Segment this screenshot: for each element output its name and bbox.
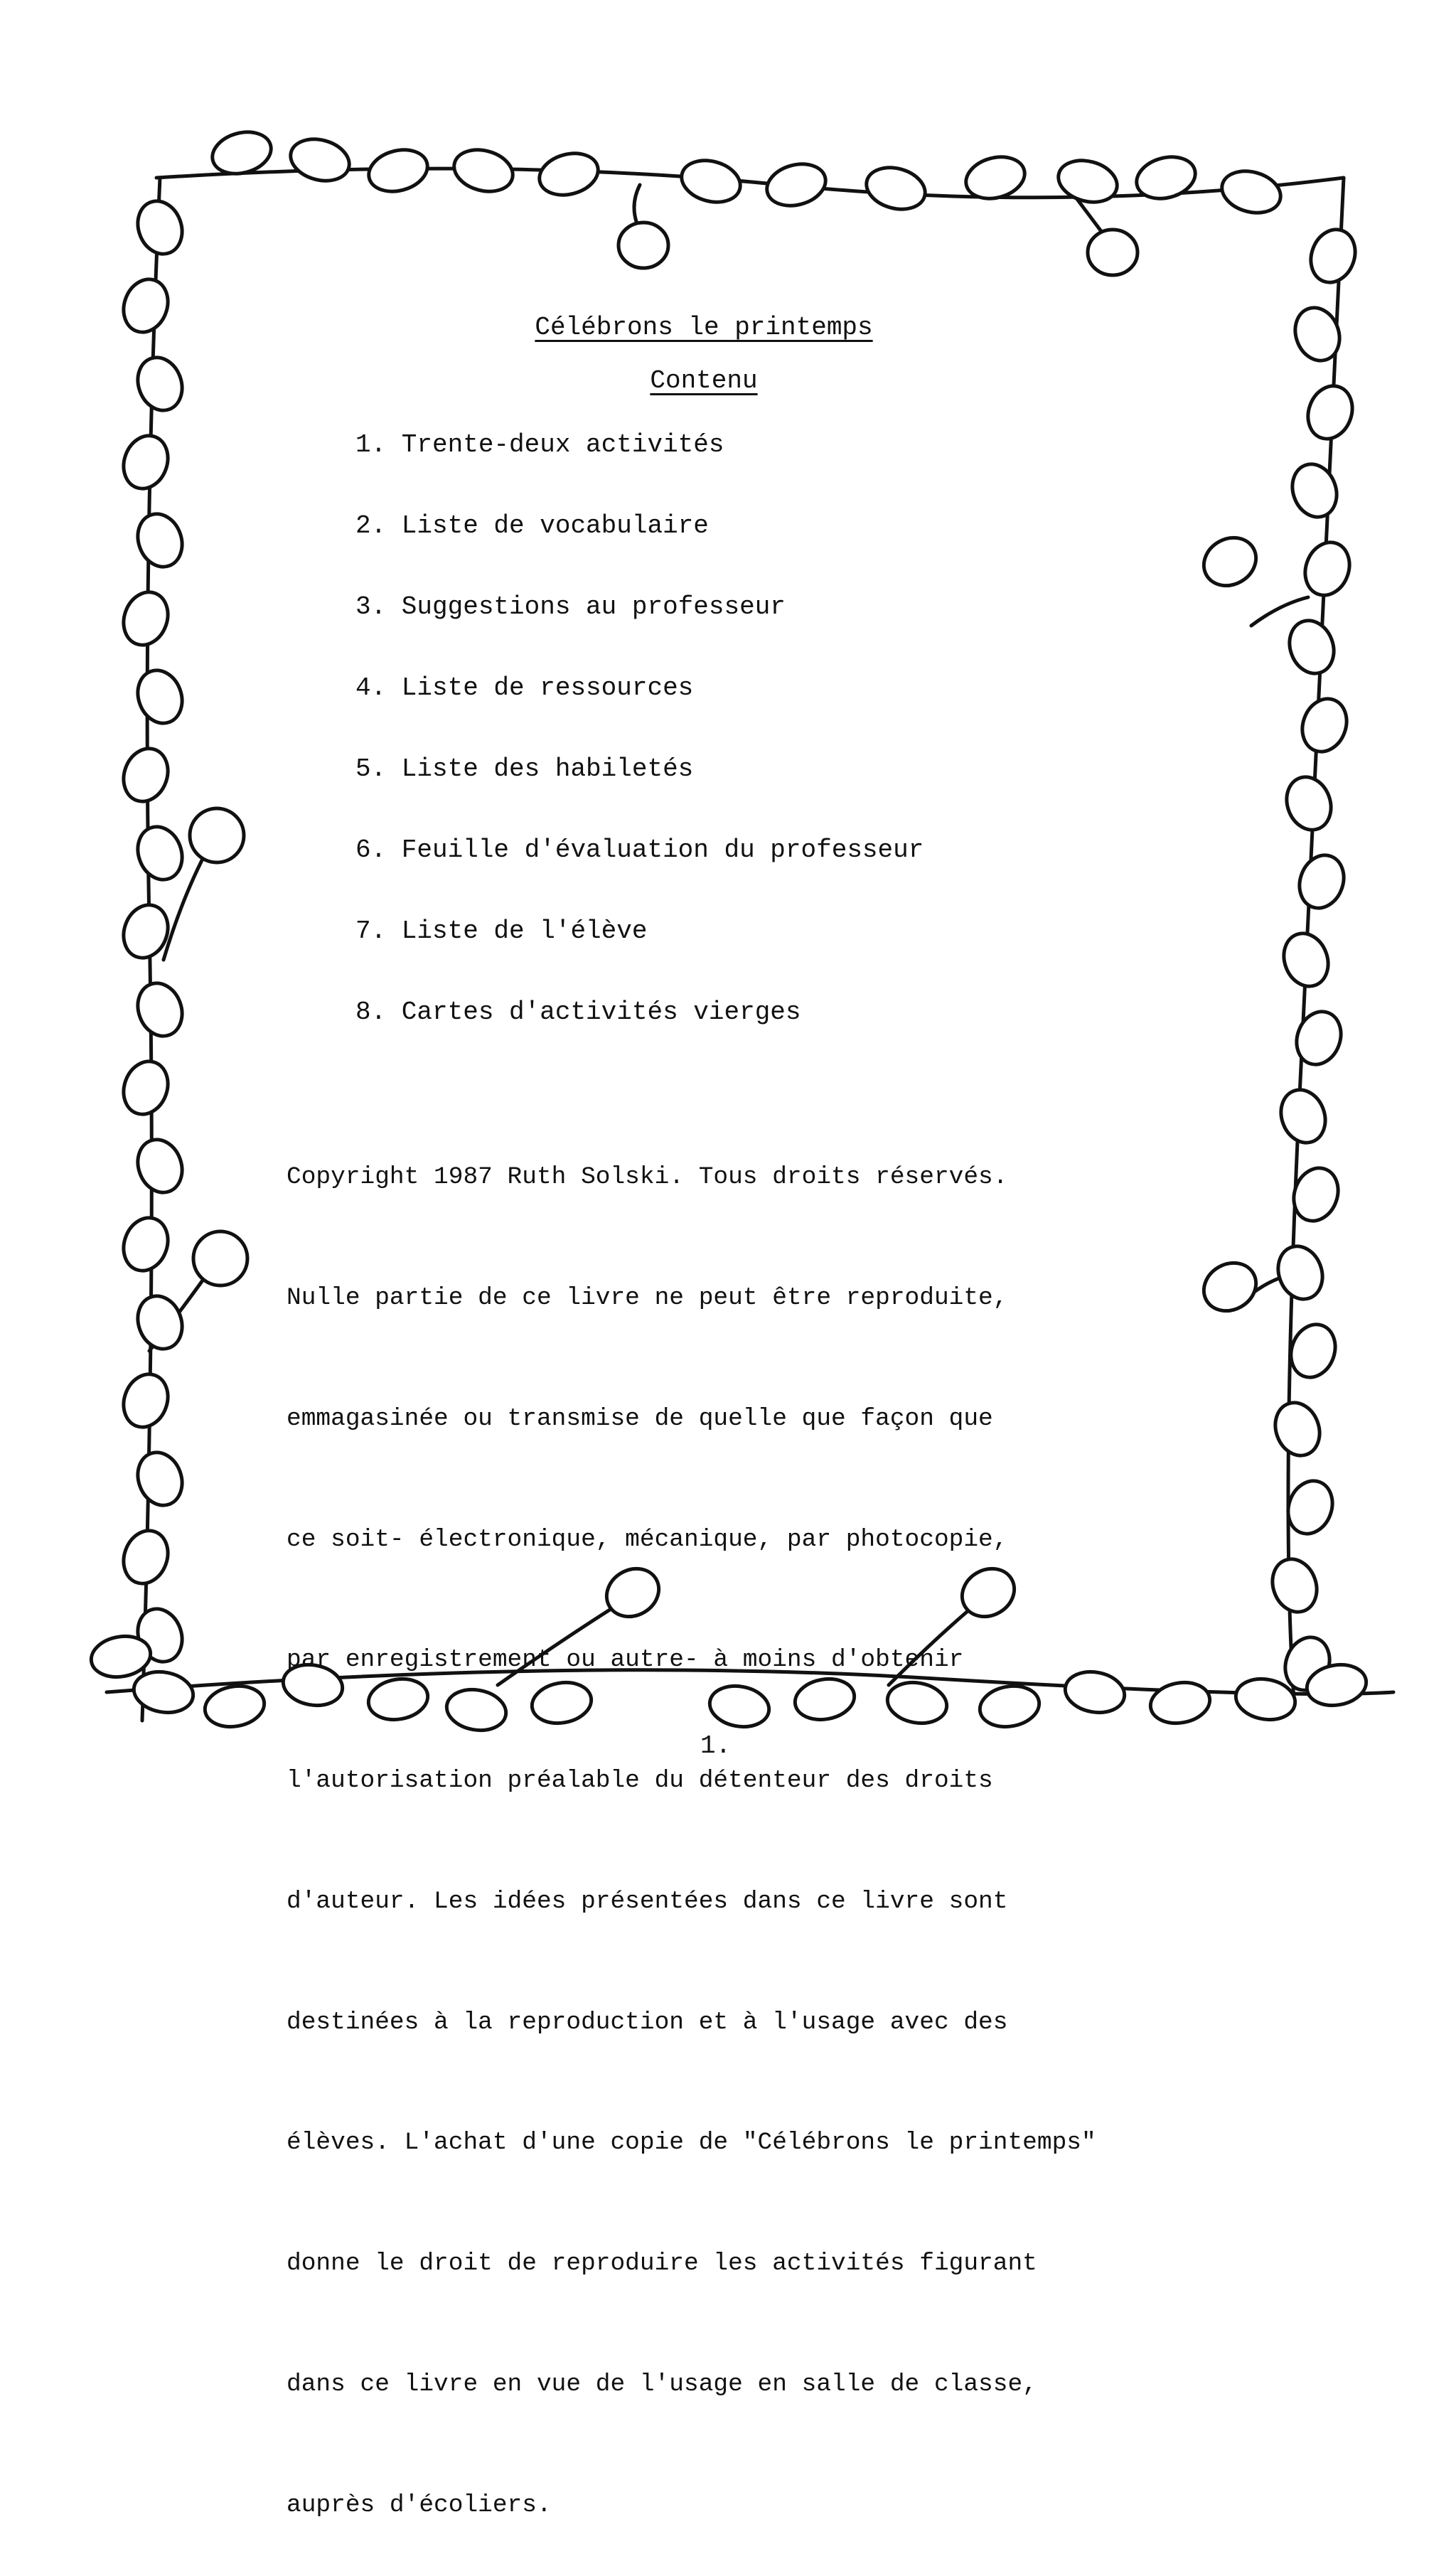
willow-bud-icon: [364, 144, 432, 198]
willow-bud-icon: [449, 144, 518, 198]
willow-bud-icon: [131, 664, 189, 729]
contents-item: 1. Trente-deux activités: [355, 430, 724, 459]
willow-bud-icon: [1298, 536, 1356, 602]
willow-bud-icon: [131, 351, 189, 417]
willow-bud-icon: [1274, 1084, 1332, 1149]
willow-bud-icon: [1292, 849, 1351, 914]
willow-bud-icon: [1217, 165, 1285, 219]
willow-bud-icon: [1304, 223, 1362, 289]
willow-bud-icon: [619, 223, 668, 268]
willow-bud-icon: [1290, 1005, 1348, 1071]
willow-bud-icon: [1195, 528, 1265, 594]
copyright-line: par enregistrement ou autre- à moins d'obtenir: [287, 1646, 964, 1674]
contents-item: 4. Liste de ressources: [355, 673, 694, 702]
copyright-line: ce soit- électronique, mécanique, par photocopie,: [287, 1525, 1008, 1554]
willow-bud-icon: [131, 195, 189, 260]
willow-bud-icon: [117, 1524, 175, 1590]
willow-bud-icon: [117, 1055, 175, 1121]
willow-bud-icon: [131, 977, 189, 1042]
copyright-line: donne le droit de reproduire les activités figurant: [287, 2250, 1037, 2278]
contents-item: 2. Liste de vocabulaire: [355, 511, 709, 540]
copyright-line: l'autorisation préalable du détenteur des droits: [287, 1767, 993, 1795]
copyright-line: Nulle partie de ce livre ne peut être reproduite,: [287, 1283, 1008, 1312]
willow-bud-icon: [131, 1667, 196, 1717]
contents-item: 8. Cartes d'activités vierges: [355, 998, 801, 1027]
willow-bud-icon: [131, 1133, 189, 1199]
willow-bud-icon: [1271, 1240, 1329, 1305]
copyright-line: emmagasinée ou transmise de quelle que façon que: [287, 1404, 993, 1433]
willow-bud-icon: [535, 147, 603, 201]
copyright-line: auprès d'écoliers.: [287, 2491, 552, 2519]
willow-bud-icon: [1054, 154, 1122, 208]
willow-bud-icon: [1284, 1318, 1342, 1384]
willow-bud-icon: [190, 808, 244, 862]
willow-bud-icon: [117, 429, 175, 495]
willow-bud-icon: [1280, 771, 1338, 836]
willow-bud-icon: [117, 586, 175, 651]
contents-item: 6. Feuille d'évaluation du professeur: [355, 835, 924, 865]
page-number: 1.: [700, 1731, 732, 1760]
contents-heading: Contenu: [650, 366, 758, 395]
page-title: Célébrons le printemps: [535, 313, 873, 342]
willow-bud-icon: [1268, 1396, 1327, 1462]
willow-bud-icon: [117, 1368, 175, 1433]
willow-bud-icon: [117, 1212, 175, 1277]
copyright-line: destinées à la reproduction et à l'usage avec des: [287, 2008, 1008, 2036]
willow-bud-icon: [1088, 230, 1138, 275]
copyright-line: d'auteur. Les idées présentées dans ce livre sont: [287, 1887, 1008, 1915]
willow-bud-icon: [1285, 458, 1344, 523]
copyright-line: élèves. L'achat d'une copie de "Célébrons le printemps": [287, 2129, 1096, 2157]
willow-bud-icon: [1277, 927, 1335, 993]
willow-bud-icon: [1295, 693, 1354, 758]
willow-bud-icon: [193, 1231, 247, 1285]
contents-item: 5. Liste des habiletés: [355, 754, 694, 784]
copyright-line: dans ce livre en vue de l'usage en salle de classe,: [287, 2370, 1037, 2398]
contents-item: 7. Liste de l'élève: [355, 916, 648, 946]
willow-bud-icon: [677, 154, 745, 208]
willow-bud-icon: [117, 273, 175, 338]
willow-bud-icon: [131, 1446, 189, 1512]
contents-list: [355, 430, 924, 1079]
willow-bud-icon: [131, 1290, 189, 1355]
copyright-line: Copyright 1987 Ruth Solski. Tous droits réservés.: [287, 1163, 1008, 1192]
willow-bud-icon: [1301, 380, 1359, 445]
willow-bud-icon: [131, 508, 189, 573]
willow-bud-icon: [286, 133, 354, 187]
willow-bud-icon: [202, 1682, 267, 1731]
willow-bud-icon: [131, 820, 189, 886]
contents-item: 3. Suggestions au professeur: [355, 592, 786, 621]
willow-bud-icon: [1265, 1553, 1324, 1618]
willow-bud-icon: [762, 158, 830, 212]
copyright-notice: [287, 1077, 1211, 2566]
willow-bud-icon: [117, 742, 175, 808]
willow-bud-icon: [862, 161, 930, 215]
willow-bud-icon: [1283, 614, 1341, 680]
